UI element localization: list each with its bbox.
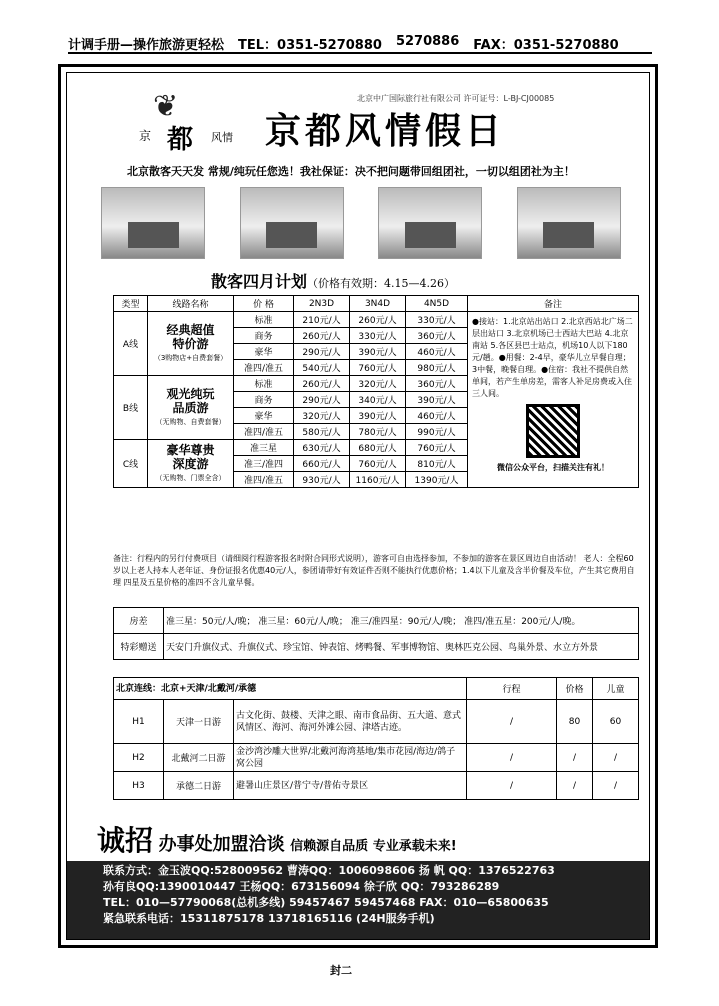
table-row: 豪华 320元/人 390元/人 460元/人	[114, 408, 639, 424]
top-tel2: 5270886	[395, 34, 460, 49]
table-header-row: 北京连线：北京+天津/北戴河/承德 行程 价格 儿童	[114, 678, 639, 700]
table-row: 房差 准三星：50元/人/晚； 准三星：60元/人/晚； 准三/准四星：90元/人/晚； 准四/准五星：200元/人/晚。	[114, 608, 639, 634]
top-contact-bar	[68, 34, 652, 54]
page-footer: 封二	[330, 964, 352, 977]
table-row: 商务 290元/人 340元/人 390元/人	[114, 392, 639, 408]
extras-table	[113, 607, 639, 660]
top-tel: TEL：0351-5270880	[238, 38, 382, 53]
table-row: 特彩赠送 天安门升旗仪式、升旗仪式、珍宝馆、钟表馆、烤鸭餐、军事博物馆、奥林匹克公园、鸟巢外景、水立方外景	[114, 634, 639, 660]
company-logo: ❦ 京 都 风情	[139, 89, 233, 155]
table-header-row: 类型 线路名称 价 格 2N3D 3N4D 4N5D 备注	[114, 296, 639, 312]
temple-of-heaven-photo	[240, 187, 344, 259]
wechat-qr-code	[526, 404, 580, 458]
handbook-slogan: 计调手册—操作旅游更轻松	[68, 38, 225, 53]
table-row: H1 天津一日游 古文化街、鼓楼、天津之眼、南市食品街、五大道、意式风情区、海河、海河外滩公园、津塔古迹。 / 80 60	[114, 700, 639, 744]
leaf-icon: ❦	[153, 89, 179, 124]
page-title: 京都风情假日	[265, 110, 506, 152]
table-row: A线 经典超值 特价游 （3购物店+自费套餐） 标准 210元/人 260元/人 330元/人 ●接站：1.北京站出站口 2.北京西站北广场二层出站口 3.北京机场已士西站大巴站 4.北京南站 5.各区县巴士站点，机场10人以下180元/趟。●用餐：2-4早，豪华儿立早餐自理；3中餐，晚餐自理。●住宿：我社不提供自然单间，若产生单房差，需客人补足房费或入住三人间。 微信公众平台，扫描关注有礼！	[114, 312, 639, 328]
photo-strip	[101, 187, 621, 259]
table-row: 准四/准五 930元/人 1160元/人 1390元/人	[114, 472, 639, 488]
birds-nest-photo	[517, 187, 621, 259]
table-row: H3 承德二日游 避暑山庄景区/普宁寺/普佑寺景区 / / /	[114, 772, 639, 800]
table-row: 商务 260元/人 330元/人 360元/人	[114, 328, 639, 344]
plan-title: 散客四月计划（价格有效期：4.15—4.26）	[211, 272, 455, 291]
contact-block: 联系方式：金玉波QQ:528009562 曹涛QQ：1006098606 扬 帆 QQ：1376522763 孙有良QQ:1390010447 王杨QQ：673156094 徐子欣 QQ：793286289 TEL：010—57790068(总机多线) 59457467 59457468 FAX：010—65800635 紧急联系电话：15311875178 13718165116 (24H服务手机)	[67, 861, 650, 940]
route-table	[113, 677, 639, 800]
table-row: 准四/准五 580元/人 780元/人 990元/人	[114, 424, 639, 440]
recruit-banner: 诚招 办事处加盟洽谈 信赖源自品质 专业承载未来!	[97, 824, 457, 857]
license-text: 北京中广国际旅行社有限公司 许可证号：L-BJ-CJ00085	[357, 94, 555, 103]
table-row: 豪华 290元/人 390元/人 460元/人	[114, 344, 639, 360]
tiananmen-photo	[101, 187, 205, 259]
header-slogan: 北京散客天天发 常规/纯玩任您选！我社保证：决不把问题带回组团社，一切以组团社为主！	[127, 165, 575, 178]
table-row: B线 观光纯玩 品质游 （无购物、自费套餐） 标准 260元/人 320元/人 360元/人	[114, 376, 639, 392]
top-fax: FAX：0351-5270880	[473, 38, 619, 53]
price-table	[113, 295, 639, 488]
table-row: 准三/准四 660元/人 760元/人 810元/人	[114, 456, 639, 472]
table-row: C线 豪华尊贵 深度游 （无购物、门票全含） 准三星 630元/人 680元/人 760元/人	[114, 440, 639, 456]
ad-panel	[66, 72, 650, 940]
remarks-note: 备注：行程内的另行付费项目（请细阅行程游客报名时附合同形式说明），游客可自由选择参加，不参加的游客在景区周边自由活动！ 老人：全程60岁以上老人持本人老年证、身份证报名优惠40元/人，参团请带好有效证件否则不能执行优惠价格；1.4以下儿童及含半价餐及车位，产生其它费用自理 四星及五星价格的准四不含儿童早餐。	[113, 554, 635, 587]
table-row: H2 北戴河二日游 金沙湾沙雕大世界/北戴河海湾基地/集市花园/海边/鸽子窝公园 / / /	[114, 744, 639, 772]
table-row: 准四/准五 540元/人 760元/人 980元/人	[114, 360, 639, 376]
gate-tower-photo	[378, 187, 482, 259]
